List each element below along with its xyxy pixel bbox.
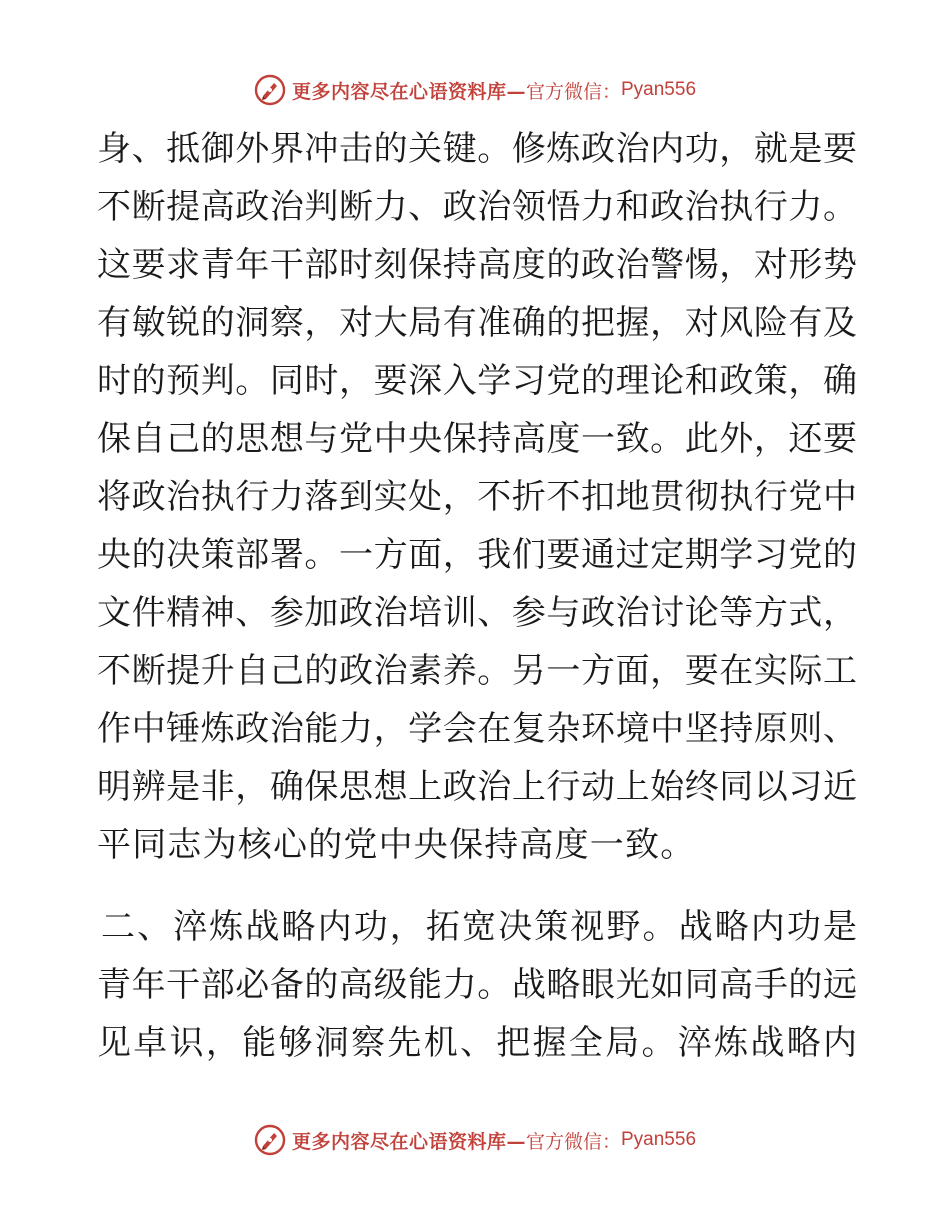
banner-wechat-label: 官方微信： (525, 80, 621, 103)
header-banner (0, 72, 950, 108)
document-body (97, 120, 857, 1072)
text-line: 青年干部必备的高级能力。战略眼光如同高手的远 (97, 965, 857, 1005)
text-line: 不断提高政治判断力、政治领悟力和政治执行力。 (97, 187, 857, 227)
text-line: 不断提升自己的政治素养。另一方面，要在实际工 (97, 651, 857, 691)
text-line: 明辨是非，确保思想上政治上行动上始终同以习近 (97, 767, 857, 807)
text-line: 将政治执行力落到实处，不折不扣地贯彻执行党中 (97, 477, 857, 517)
text-line: 这要求青年干部时刻保持高度的政治警惕，对形势 (97, 245, 857, 285)
text-line: 时的预判。同时，要深入学习党的理论和政策，确 (97, 361, 857, 401)
text-line: 保自己的思想与党中央保持高度一致。此外，还要 (97, 419, 857, 459)
banner-text: 更多内容尽在心语资料库— (291, 80, 526, 103)
text-line: 平同志为核心的党中央保持高度一致。 (97, 825, 696, 865)
text-line: 文件精神、参加政治培训、参与政治讨论等方式， (97, 593, 857, 633)
pen-logo-icon (254, 1124, 286, 1156)
text-line: 作中锤炼政治能力，学会在复杂环境中坚持原则、 (97, 709, 857, 749)
pen-logo-icon (254, 74, 286, 106)
text-line: 见卓识，能够洞察先机、把握全局。淬炼战略内 (97, 1023, 857, 1063)
text-line: 央的决策部署。一方面，我们要通过定期学习党的 (97, 535, 857, 575)
paragraph-1 (97, 120, 857, 874)
banner-text: 更多内容尽在心语资料库— (291, 1130, 526, 1153)
banner-wechat-id: Pyan556 (621, 1129, 697, 1150)
text-line: 有敏锐的洞察，对大局有准确的把握，对风险有及 (97, 303, 857, 343)
paragraph-2 (97, 898, 857, 1072)
banner-wechat-id: Pyan556 (621, 79, 697, 100)
text-line: 身、抵御外界冲击的关键。修炼政治内功，就是要 (97, 129, 857, 169)
footer-banner (0, 1122, 950, 1158)
section-heading-line: 二、淬炼战略内功，拓宽决策视野。战略内功是 (101, 907, 857, 947)
banner-wechat-label: 官方微信： (525, 1130, 621, 1153)
paragraph-gap (97, 874, 857, 898)
